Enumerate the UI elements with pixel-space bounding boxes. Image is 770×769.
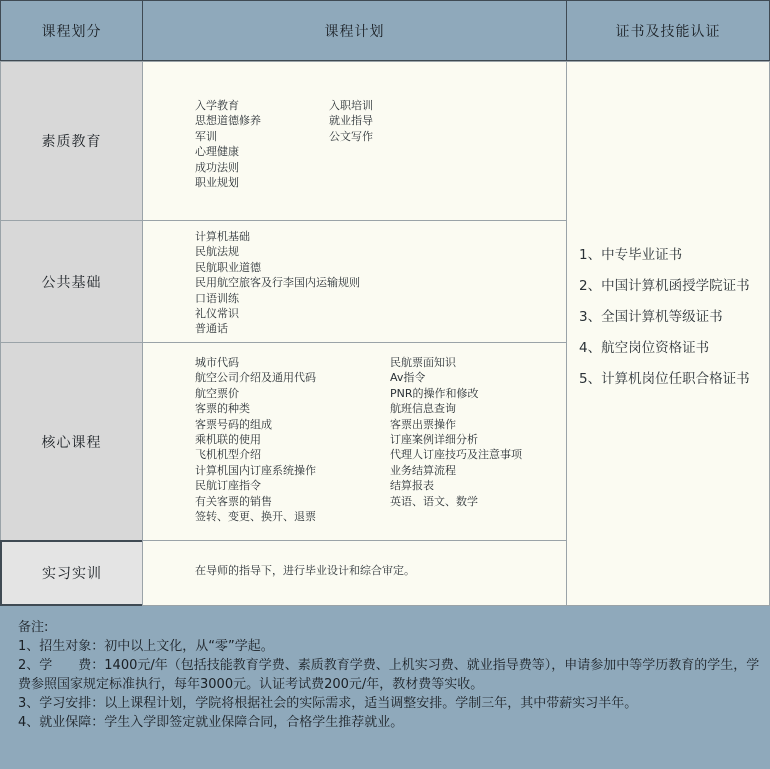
course-item: 民用航空旅客及行李国内运输规则 xyxy=(195,276,360,290)
category-public-basics: 公共基础 xyxy=(0,220,143,343)
course-item: PNR的操作和修改 xyxy=(390,386,479,400)
public-basics-courses xyxy=(142,220,567,343)
certificate-list xyxy=(579,240,750,395)
course-item: 客票号码的组成 xyxy=(195,417,272,431)
note-line: 1、招生对象：初中以上文化，从“零”学起。 xyxy=(18,639,274,654)
course-item: 礼仪常识 xyxy=(195,307,239,321)
certificate-item: 4、航空岗位资格证书 xyxy=(579,340,710,356)
public-course-list xyxy=(195,229,360,337)
certificates-column xyxy=(566,61,770,606)
category-internship: 实习实训 xyxy=(0,540,144,606)
course-item: 民航法规 xyxy=(195,245,239,259)
course-item: 客票出票操作 xyxy=(390,417,456,431)
course-item: 口语训练 xyxy=(195,291,239,305)
course-item: 计算机国内订座系统操作 xyxy=(195,463,316,477)
course-item: 航班信息查询 xyxy=(390,402,456,416)
course-item: 订座案例详细分析 xyxy=(390,433,478,447)
header-course-division: 课程划分 xyxy=(0,0,143,61)
course-item: 普通话 xyxy=(195,322,228,336)
certificate-item: 5、计算机岗位任职合格证书 xyxy=(579,371,750,387)
note-line: 3、学习安排：以上课程计划，学院将根据社会的实际需求，适当调整安排。学制三年，其中带薪实习半年。 xyxy=(18,696,638,711)
course-item: 乘机联的使用 xyxy=(195,433,261,447)
quality-course-list-2 xyxy=(329,98,373,144)
course-item: 军训 xyxy=(195,129,217,143)
course-item: 城市代码 xyxy=(195,356,239,369)
certificate-item: 3、全国计算机等级证书 xyxy=(579,309,723,325)
course-item: 入职培训 xyxy=(329,99,373,112)
course-item: 航空票价 xyxy=(195,386,239,400)
course-item: Av指令 xyxy=(390,371,426,385)
course-item: 思想道德修养 xyxy=(195,114,261,128)
quality-course-list-1 xyxy=(195,98,261,190)
course-item: 成功法则 xyxy=(195,160,239,174)
course-item: 入学教育 xyxy=(195,99,239,112)
category-core-courses: 核心课程 xyxy=(0,342,143,541)
course-item: 计算机基础 xyxy=(195,230,250,243)
course-item: 航空公司介绍及通用代码 xyxy=(195,371,316,385)
note-line: 4、就业保障：学生入学即签定就业保障合同，合格学生推荐就业。 xyxy=(18,715,404,730)
internship-text: 在导师的指导下，进行毕业设计和综合审定。 xyxy=(195,564,415,577)
certificate-item: 1、中专毕业证书 xyxy=(579,247,683,263)
certificate-item: 2、中国计算机函授学院证书 xyxy=(579,278,750,294)
header-course-plan: 课程计划 xyxy=(142,0,567,61)
core-courses xyxy=(142,342,567,541)
course-item: 就业指导 xyxy=(329,114,373,128)
course-item: 签转、变更、换开、退票 xyxy=(195,510,316,524)
internship-cell xyxy=(142,540,567,606)
core-course-list-2 xyxy=(390,355,522,509)
category-quality-education: 素质教育 xyxy=(0,61,143,221)
notes-title: 备注: xyxy=(18,620,49,635)
course-item: 英语、语文、数学 xyxy=(390,494,478,508)
note-line: 2、学 费：1400元/年（包括技能教育学费、素质教育学费、上机实习费、就业指导费等），申请参加中等学历教育的学生，学费参照国家规定标准执行，每年3000元。认证考试费200元/年，教材费等实收。 xyxy=(18,658,760,692)
header-certificates: 证书及技能认证 xyxy=(566,0,770,61)
course-item: 代理人订座技巧及注意事项 xyxy=(390,448,522,462)
course-item: 心理健康 xyxy=(195,145,239,159)
course-item: 客票的种类 xyxy=(195,402,250,416)
course-item: 职业规划 xyxy=(195,176,239,190)
notes-section xyxy=(18,618,763,732)
course-item: 结算报表 xyxy=(390,479,434,493)
core-course-list-1 xyxy=(195,355,316,524)
course-item: 民航订座指令 xyxy=(195,479,261,493)
course-item: 有关客票的销售 xyxy=(195,494,272,508)
course-item: 民航票面知识 xyxy=(390,356,456,369)
course-item: 业务结算流程 xyxy=(390,463,456,477)
quality-education-courses xyxy=(142,61,567,221)
course-item: 飞机机型介绍 xyxy=(195,448,261,462)
course-item: 公文写作 xyxy=(329,129,373,143)
course-item: 民航职业道德 xyxy=(195,260,261,274)
